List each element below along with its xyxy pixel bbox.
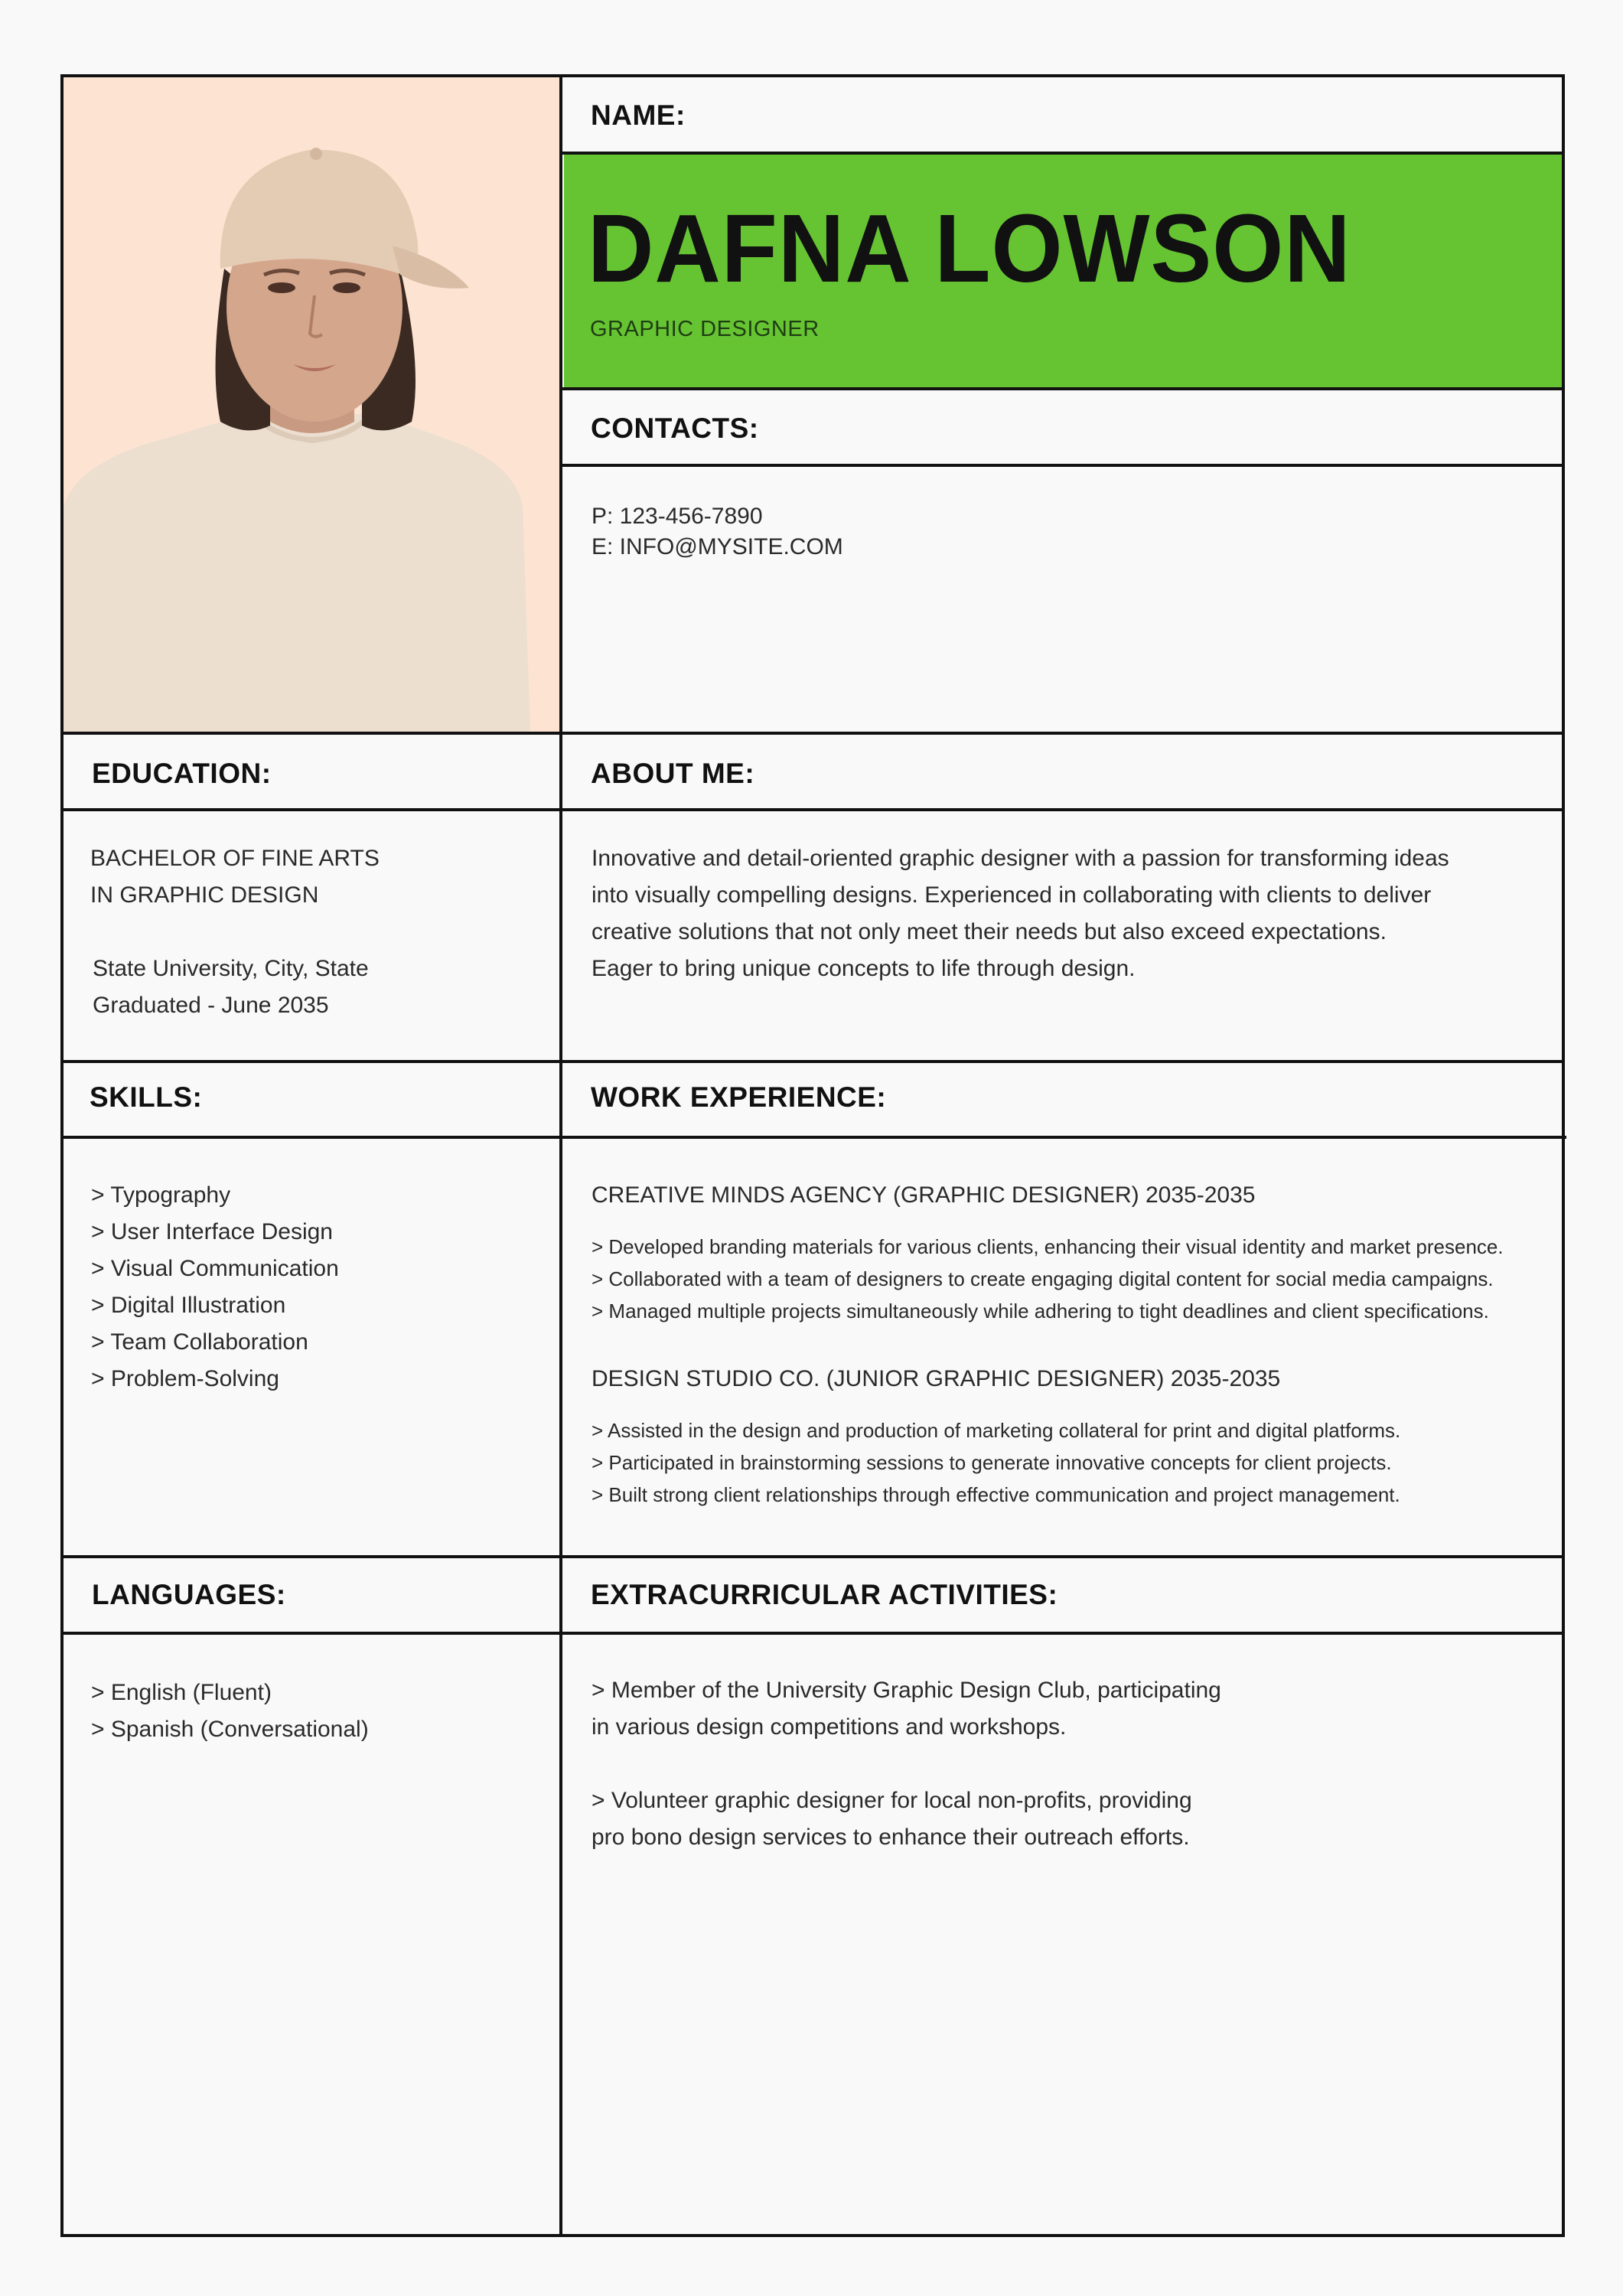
languages-list: [91, 1675, 369, 1748]
job-bullet: > Participated in brainstorming sessions to generate innovative concepts for client projects.: [592, 1451, 1392, 1474]
divider: [562, 387, 1565, 390]
extracurricular-list: [592, 1672, 1221, 1856]
name-heading: NAME:: [591, 99, 686, 131]
graduated-text: Graduated - June 2035: [93, 993, 329, 1018]
language-item: > Spanish (Conversational): [91, 1717, 369, 1742]
job-bullet: > Managed multiple projects simultaneously while adhering to tight deadlines and client specifications.: [592, 1300, 1489, 1322]
divider: [60, 1060, 1565, 1063]
activity-line: pro bono design services to enhance their outreach efforts.: [592, 1825, 1190, 1850]
divider: [60, 1632, 1565, 1635]
about-heading: ABOUT ME:: [591, 758, 755, 789]
divider: [60, 732, 1565, 735]
divider: [60, 1136, 1566, 1139]
skills-heading: SKILLS:: [90, 1081, 203, 1113]
about-block: [592, 840, 1449, 987]
column-divider: [559, 74, 562, 2237]
job-entry-title: DESIGN STUDIO CO. (JUNIOR GRAPHIC DESIGNER) 2035-2035: [592, 1366, 1281, 1391]
job-entry-bullets: [592, 1414, 1400, 1511]
job-bullet: > Developed branding materials for various clients, enhancing their visual identity and market presence.: [592, 1235, 1504, 1258]
job-bullet: > Built strong client relationships through effective communication and project management.: [592, 1483, 1400, 1506]
language-item: > English (Fluent): [91, 1680, 272, 1705]
divider: [60, 1555, 1565, 1558]
activity-line: > Volunteer graphic designer for local non-profits, providing: [592, 1788, 1192, 1813]
skills-list: [91, 1177, 339, 1397]
about-line: Eager to bring unique concepts to life through design.: [592, 956, 1136, 981]
education-block: [90, 840, 380, 1024]
skill-item: > Digital Illustration: [91, 1293, 286, 1318]
job-entry-title: CREATIVE MINDS AGENCY (GRAPHIC DESIGNER) 2035-2035: [592, 1182, 1256, 1208]
activity-line: in various design competitions and workshops.: [592, 1714, 1067, 1740]
skill-item: > Typography: [91, 1182, 231, 1208]
education-heading: EDUCATION:: [92, 758, 272, 789]
skill-item: > Problem-Solving: [91, 1366, 279, 1391]
about-line: Innovative and detail-oriented graphic designer with a passion for transforming ideas: [592, 846, 1449, 871]
school-text: State University, City, State: [93, 956, 369, 981]
skill-item: > Team Collaboration: [91, 1329, 308, 1355]
work-heading: WORK EXPERIENCE:: [591, 1081, 887, 1113]
job-bullet: > Collaborated with a team of designers to create engaging digital content for social media campaigns.: [592, 1267, 1494, 1290]
divider: [562, 464, 1565, 467]
about-line: creative solutions that not only meet their needs but also exceed expectations.: [592, 919, 1387, 944]
contacts-heading: CONTACTS:: [591, 413, 759, 444]
divider: [562, 152, 1565, 155]
languages-heading: LANGUAGES:: [92, 1579, 286, 1610]
skill-item: > User Interface Design: [91, 1219, 333, 1244]
degree-line: BACHELOR OF FINE ARTS: [90, 846, 380, 871]
activity-line: > Member of the University Graphic Design Club, participating: [592, 1678, 1221, 1703]
divider: [60, 808, 1565, 811]
degree-line: IN GRAPHIC DESIGN: [90, 882, 319, 908]
job-title: GRAPHIC DESIGNER: [590, 317, 820, 341]
extracurricular-heading: EXTRACURRICULAR ACTIVITIES:: [591, 1579, 1058, 1610]
contacts-block: [592, 501, 843, 563]
full-name: DAFNA LOWSON: [588, 194, 1351, 302]
about-line: into visually compelling designs. Experienced in collaborating with clients to deliver: [592, 882, 1432, 908]
skill-item: > Visual Communication: [91, 1256, 339, 1281]
profile-photo: [64, 77, 561, 732]
email-text: E: INFO@MYSITE.COM: [592, 534, 843, 559]
phone-text: P: 123-456-7890: [592, 504, 763, 529]
job-bullet: > Assisted in the design and production of marketing collateral for print and digital platforms.: [592, 1419, 1401, 1442]
job-entry-bullets: [592, 1231, 1504, 1327]
